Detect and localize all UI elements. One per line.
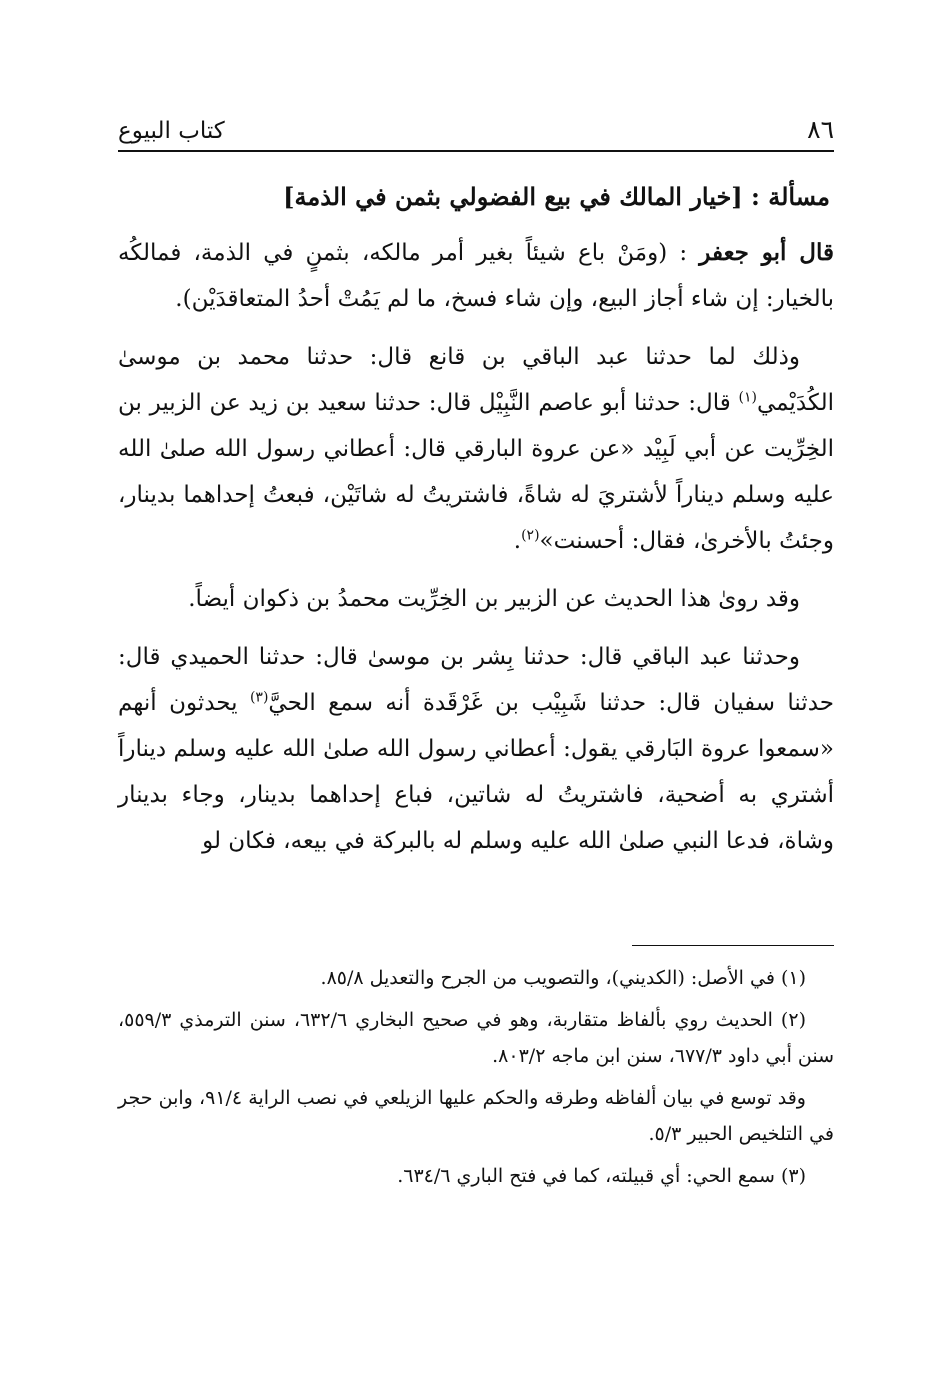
page-header xyxy=(118,110,834,152)
footnote-ref-2[interactable]: (٢) xyxy=(521,527,540,544)
footnote-2: (٢) الحديث روي بألفاظ متقاربة، وهو في صحيح البخاري ٦٣٢/٦، سنن الترمذي ٥٥٩/٣، سنن أبي داود ٦٧٧/٣، سنن ابن ماجه ٨٠٣/٢. xyxy=(118,1009,834,1067)
paragraph-3: وقد روىٰ هذا الحديث عن الزبير بن الخِرِّيت محمدُ بن ذكوان أيضاً. xyxy=(188,586,800,612)
footnote-3: (٣) سمع الحي: أي قبيلته، كما في فتح الباري ٦٣٤/٦. xyxy=(397,1165,806,1187)
footnote-ref-1[interactable]: (١) xyxy=(738,389,757,406)
footnote-2-continued: وقد توسع في بيان ألفاظه وطرقه والحكم عليها الزيلعي في نصب الراية ٩١/٤، وابن حجر في التلخيص الحبير ٥/٣. xyxy=(118,1087,834,1145)
page-number: ٨٦ xyxy=(807,115,834,144)
main-text xyxy=(118,174,834,876)
page-title: كتاب البيوع xyxy=(118,118,225,144)
paragraph-1-text: : (ومَنْ باع شيئاً بغير أمر مالكه، بثمنٍ في الذمة، فمالكُه بالخيار: إن شاء أجاز البيع، وإن شاء فسخ، ما لم يَمُتْ أحدُ المتعاقدَيْن). xyxy=(118,240,834,312)
paragraph-2-text-b: قال: حدثنا أبو عاصم النَّبِيْل قال: حدثنا سعيد بن زيد عن الزبير بن الخِرِّيت عن أبي لَبِيْد «عن عروة البارقي قال: أعطاني رسول الله صلىٰ الله عليه وسلم ديناراً لأشتريَ له شاةً، فاشتريتُ له شاتَيْن، فبعتُ إحداهما بدينار، وجئتُ بالأخرىٰ، فقال: أحسنت» xyxy=(118,390,834,554)
section-heading: مسألة : [خيار المالك في بيع الفضولي بثمن في الذمة] xyxy=(283,182,830,211)
paragraph-4-text-b: يحدثون أنهم «سمعوا عروة البَارقي يقول: أعطاني رسول الله صلىٰ الله عليه وسلم ديناراً أشتري به أضحية، فاشتريتُ له شاتين، فباع إحداهما بدينار، وجاء بدينار وشاة، فدعا النبي صلىٰ الله عليه وسلم له بالبركة في بيعه، فكان لو xyxy=(118,690,835,854)
footnote-ref-3[interactable]: (٣) xyxy=(249,689,269,706)
paragraph-4 xyxy=(118,634,834,864)
paragraph-2-text-a: وذلك لما حدثنا عبد الباقي بن قانع قال: حدثنا محمد بن موسىٰ الكُدَيْمي xyxy=(118,344,834,416)
paragraph-2 xyxy=(118,334,834,564)
paragraph-4-text-a: وحدثنا عبد الباقي قال: حدثنا بِشر بن موسىٰ قال: حدثنا الحميدي قال: حدثنا سفيان قال: حدثنا شَبِيْب بن غَرْقَدة أنه سمع الحيَّ xyxy=(118,644,834,716)
footnote-divider xyxy=(632,945,834,946)
paragraph-1 xyxy=(118,230,834,322)
speaker-label: قال أبو جعفر xyxy=(699,239,834,266)
paragraph-2-end: . xyxy=(513,528,522,554)
footnotes xyxy=(118,960,834,1200)
footnote-1: (١) في الأصل: (الكديني)، والتصويب من الجرح والتعديل ٨٥/٨. xyxy=(320,967,806,989)
